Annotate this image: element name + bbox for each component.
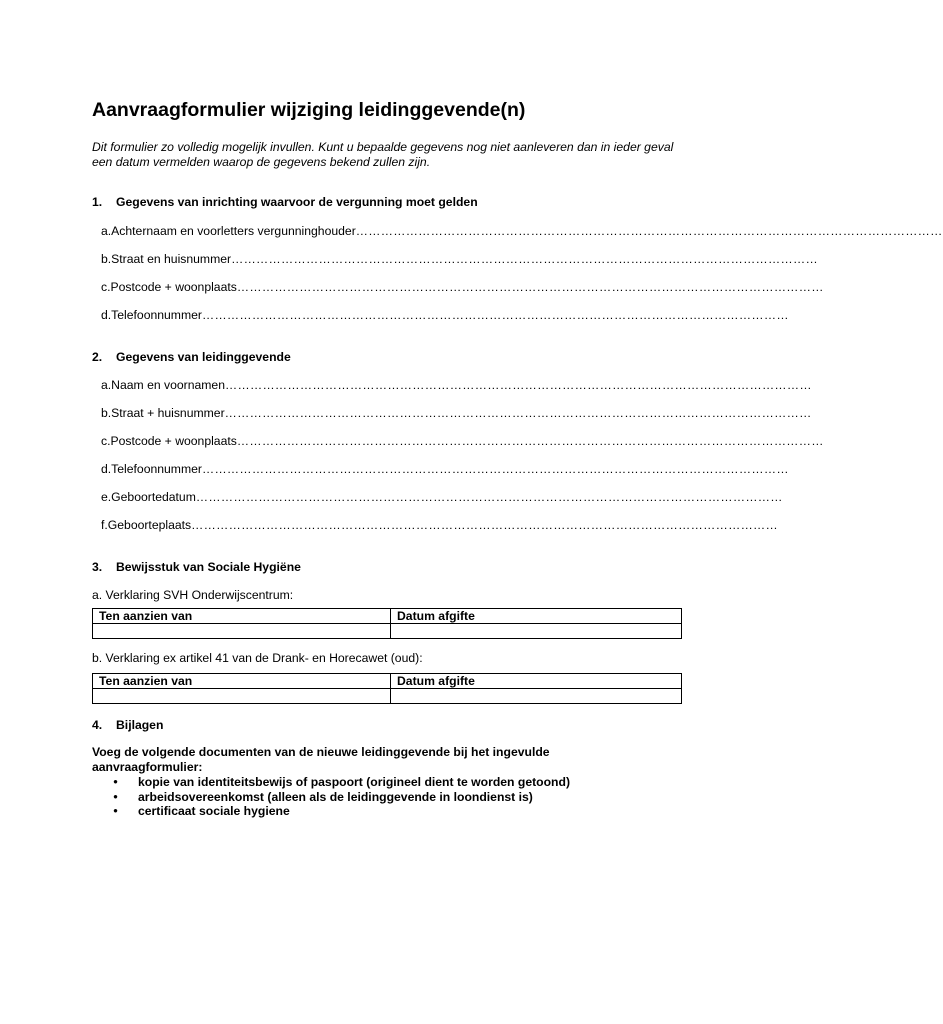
field-postcode[interactable] (92, 279, 824, 295)
cell-datum-input[interactable] (391, 624, 682, 639)
section-number: 3. (92, 560, 103, 574)
cell-datum-input[interactable] (391, 689, 682, 704)
field-naam[interactable] (92, 377, 812, 393)
fill-line[interactable]: …………………………………………………………………………………………………………………………… (201, 462, 789, 476)
col-header-datum: Datum afgifte (391, 609, 682, 624)
item-letter: a. (101, 378, 112, 392)
section-title: Gegevens van inrichting waarvoor de vergunning moet gelden (116, 195, 478, 209)
field-achternaam[interactable] (92, 223, 943, 239)
field-label: Straat + huisnummer (111, 406, 225, 420)
field-label: Postcode + woonplaats (110, 434, 237, 448)
section-number: 2. (92, 350, 103, 364)
fill-line[interactable]: …………………………………………………………………………………………………………………………… (201, 308, 789, 322)
item-letter: d. (101, 462, 112, 476)
section-title: Bijlagen (116, 718, 164, 732)
list-item (92, 775, 682, 790)
field-label: Postcode + woonplaats (110, 280, 237, 294)
fill-line[interactable]: …………………………………………………………………………………………………………………………… (236, 434, 824, 448)
item-letter: c. (101, 434, 111, 448)
field-telefoon[interactable] (92, 307, 789, 323)
list-item (92, 804, 682, 819)
bullet-icon: • (113, 789, 118, 804)
fill-line[interactable]: …………………………………………………………………………………………………………………………… (224, 378, 812, 392)
item-letter: b. (101, 252, 112, 266)
field-geboorteplaats[interactable] (92, 517, 779, 533)
list-item-text: kopie van identiteitsbewijs of paspoort (origineel dient te worden getoond) (138, 775, 571, 789)
col-header-ten-aanzien: Ten aanzien van (93, 674, 391, 689)
bijlagen-text: Voeg de volgende documenten van de nieuwe leidinggevende bij het ingevulde aanvraagformulier: (92, 745, 550, 774)
field-label: Achternaam en voorletters vergunninghouder (111, 224, 356, 238)
fill-line[interactable]: …………………………………………………………………………………………………………………………… (236, 280, 824, 294)
item-letter: e. (101, 490, 112, 504)
section-1-heading (92, 194, 682, 210)
svh-label: a. Verklaring SVH Onderwijscentrum: (92, 588, 294, 602)
section-number: 4. (92, 718, 103, 732)
section-3-heading (92, 559, 682, 575)
field-straat[interactable] (92, 251, 818, 267)
list-item-text: arbeidsovereenkomst (alleen als de leidinggevende in loondienst is) (138, 789, 533, 804)
list-item (92, 790, 682, 805)
section-title: Gegevens van leidinggevende (116, 350, 291, 364)
section-1-fields (92, 223, 943, 323)
col-header-datum: Datum afgifte (391, 674, 682, 689)
field-geboortedatum[interactable] (92, 489, 783, 505)
field-straat-huisnummer[interactable] (92, 405, 812, 421)
item-letter: b. (101, 406, 112, 420)
intro-text: Dit formulier zo volledig mogelijk invullen. Kunt u bepaalde gegevens nog niet aanleveren dan in ieder geval een datum vermelden waarop de gegevens bekend zullen zijn. (92, 140, 674, 169)
bullet-icon: • (113, 804, 118, 818)
fill-line[interactable]: …………………………………………………………………………………………………………………………… (195, 490, 783, 504)
artikel41-label: b. Verklaring ex artikel 41 van de Drank- en Horecawet (oud): (92, 651, 423, 665)
field-label: Geboorteplaats (107, 518, 192, 532)
item-letter: a. (101, 224, 112, 238)
artikel41-table (92, 673, 682, 704)
item-letter: c. (101, 280, 111, 294)
page-title: Aanvraagformulier wijziging leidinggevende(n) (92, 99, 526, 121)
cell-ten-aanzien-input[interactable] (93, 689, 391, 704)
section-2-fields (92, 377, 824, 533)
field-label: Straat en huisnummer (111, 252, 232, 266)
field-label: Geboortedatum (111, 490, 196, 504)
list-item-text: certificaat sociale hygiene (138, 804, 290, 818)
cell-ten-aanzien-input[interactable] (93, 624, 391, 639)
field-postcode-woonplaats[interactable] (92, 433, 824, 449)
bijlagen-list (92, 775, 682, 819)
svh-table (92, 608, 682, 639)
form-page (92, 98, 943, 819)
field-label: Telefoonnummer (111, 462, 202, 476)
section-2-heading (92, 349, 682, 365)
field-telefoonnummer[interactable] (92, 461, 789, 477)
item-letter: d. (101, 308, 112, 322)
item-letter: f. (101, 518, 108, 532)
section-title: Bewijsstuk van Sociale Hygiëne (116, 560, 301, 574)
field-label: Telefoonnummer (111, 308, 202, 322)
bullet-icon: • (113, 775, 118, 789)
fill-line[interactable]: …………………………………………………………………………………………………………………………… (224, 406, 812, 420)
section-number: 1. (92, 195, 103, 209)
fill-line[interactable]: …………………………………………………………………………………………………………………………… (231, 252, 818, 266)
fill-line[interactable]: …………………………………………………………………………………………………………………………… (355, 224, 943, 238)
col-header-ten-aanzien: Ten aanzien van (93, 609, 391, 624)
fill-line[interactable]: …………………………………………………………………………………………………………………………… (191, 518, 779, 532)
section-4-heading (92, 717, 682, 733)
field-label: Naam en voornamen (111, 378, 225, 392)
